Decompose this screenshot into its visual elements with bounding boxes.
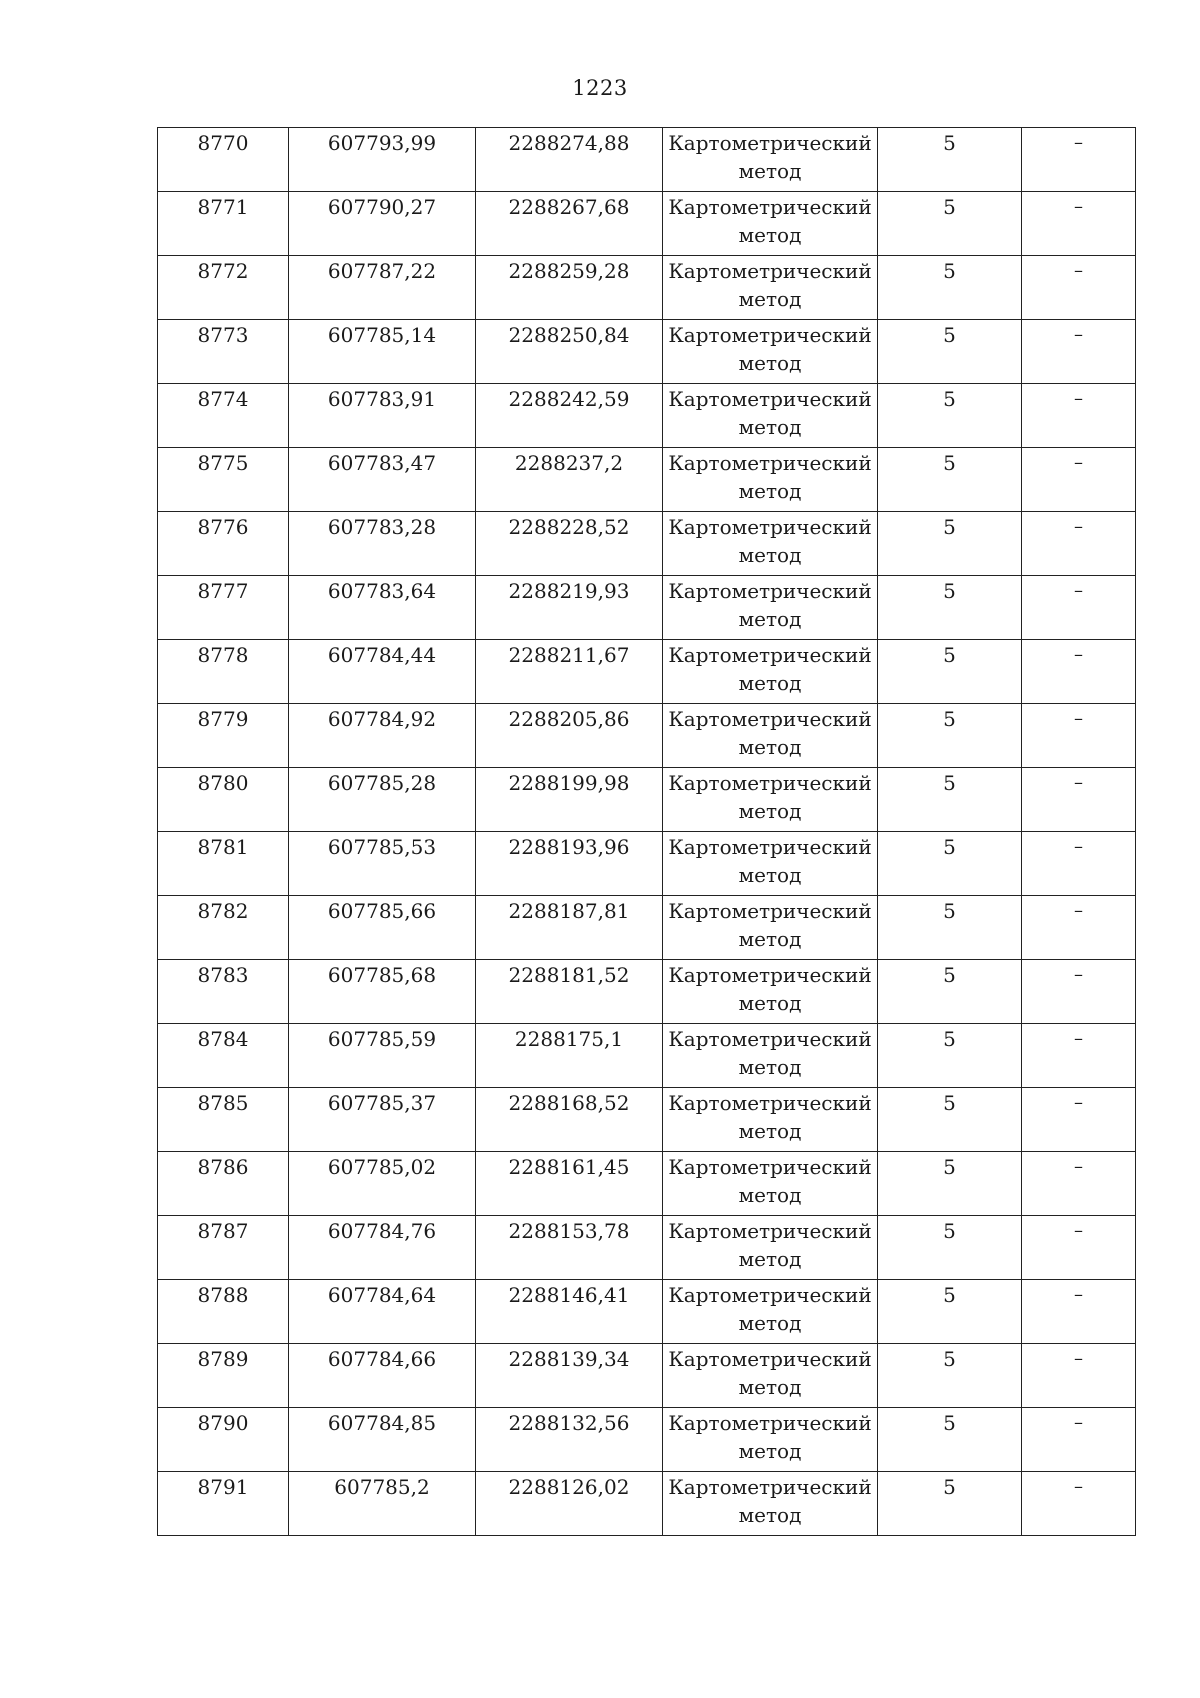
x-coordinate-cell: [289, 384, 476, 448]
point-number: 8785: [197, 1091, 249, 1115]
table-row: [158, 1088, 1136, 1152]
method-text: Картометрический метод: [668, 1155, 872, 1207]
method-cell: [663, 448, 878, 512]
method-cell: [663, 1216, 878, 1280]
y-coordinate: 2288153,78: [508, 1219, 630, 1243]
method-text: Картометрический метод: [668, 1475, 872, 1527]
y-coordinate: 2288237,2: [514, 451, 624, 475]
method-text: Картометрический метод: [668, 643, 872, 695]
y-coordinate-cell: [476, 384, 663, 448]
x-coordinate: 607783,91: [327, 387, 437, 411]
y-coordinate-cell: [476, 1280, 663, 1344]
x-coordinate: 607785,2: [334, 1475, 430, 1499]
x-coordinate: 607785,68: [327, 963, 437, 987]
accuracy-value: 5: [943, 835, 956, 859]
accuracy-cell: [878, 256, 1022, 320]
note-value: –: [1074, 516, 1083, 537]
point-number-cell: [158, 704, 289, 768]
point-number-cell: [158, 192, 289, 256]
x-coordinate: 607785,53: [327, 835, 437, 859]
y-coordinate: 2288242,59: [508, 387, 630, 411]
accuracy-cell: [878, 384, 1022, 448]
table-row: [158, 192, 1136, 256]
accuracy-value: 5: [943, 1027, 956, 1051]
method-cell: [663, 1472, 878, 1536]
method-text: Картометрический метод: [668, 579, 872, 631]
y-coordinate-cell: [476, 1408, 663, 1472]
point-number: 8771: [197, 195, 249, 219]
note-value: –: [1074, 708, 1083, 729]
x-coordinate: 607785,14: [327, 323, 437, 347]
accuracy-cell: [878, 960, 1022, 1024]
note-cell: [1022, 1344, 1136, 1408]
note-value: –: [1074, 1220, 1083, 1241]
method-text: Картометрический метод: [668, 1283, 872, 1335]
point-number: 8788: [197, 1283, 249, 1307]
point-number: 8783: [197, 963, 249, 987]
y-coordinate-cell: [476, 1152, 663, 1216]
note-value: –: [1074, 132, 1083, 153]
x-coordinate: 607787,22: [327, 259, 437, 283]
point-number-cell: [158, 320, 289, 384]
accuracy-cell: [878, 1152, 1022, 1216]
note-value: –: [1074, 836, 1083, 857]
point-number-cell: [158, 1088, 289, 1152]
y-coordinate-cell: [476, 960, 663, 1024]
method-text: Картометрический метод: [668, 899, 872, 951]
table-row: [158, 896, 1136, 960]
point-number-cell: [158, 1344, 289, 1408]
method-text: Картометрический метод: [668, 771, 872, 823]
x-coordinate: 607784,85: [327, 1411, 437, 1435]
accuracy-value: 5: [943, 1347, 956, 1371]
x-coordinate-cell: [289, 1024, 476, 1088]
accuracy-value: 5: [943, 323, 956, 347]
table-row: [158, 832, 1136, 896]
accuracy-value: 5: [943, 195, 956, 219]
accuracy-cell: [878, 1280, 1022, 1344]
y-coordinate: 2288126,02: [508, 1475, 630, 1499]
y-coordinate: 2288193,96: [508, 835, 630, 859]
y-coordinate: 2288132,56: [508, 1411, 630, 1435]
method-text: Картометрический метод: [668, 195, 872, 247]
table-row: [158, 1152, 1136, 1216]
x-coordinate-cell: [289, 128, 476, 192]
accuracy-value: 5: [943, 707, 956, 731]
y-coordinate-cell: [476, 640, 663, 704]
note-value: –: [1074, 1028, 1083, 1049]
point-number-cell: [158, 832, 289, 896]
point-number-cell: [158, 512, 289, 576]
point-number: 8781: [197, 835, 249, 859]
note-cell: [1022, 896, 1136, 960]
note-value: –: [1074, 324, 1083, 345]
accuracy-cell: [878, 512, 1022, 576]
point-number: 8789: [197, 1347, 249, 1371]
accuracy-cell: [878, 192, 1022, 256]
method-text: Картометрический метод: [668, 1219, 872, 1271]
accuracy-value: 5: [943, 1475, 956, 1499]
point-number: 8770: [197, 131, 249, 155]
x-coordinate: 607783,47: [327, 451, 437, 475]
table-row: [158, 1344, 1136, 1408]
x-coordinate-cell: [289, 768, 476, 832]
accuracy-cell: [878, 448, 1022, 512]
accuracy-cell: [878, 896, 1022, 960]
x-coordinate-cell: [289, 1088, 476, 1152]
table-row: [158, 704, 1136, 768]
table-row: [158, 128, 1136, 192]
note-cell: [1022, 1024, 1136, 1088]
accuracy-cell: [878, 1216, 1022, 1280]
accuracy-value: 5: [943, 899, 956, 923]
x-coordinate: 607784,64: [327, 1283, 437, 1307]
accuracy-cell: [878, 1472, 1022, 1536]
table-row: [158, 256, 1136, 320]
page-number: 1223: [572, 76, 628, 100]
method-text: Картометрический метод: [668, 835, 872, 887]
x-coordinate-cell: [289, 576, 476, 640]
note-cell: [1022, 832, 1136, 896]
y-coordinate-cell: [476, 1088, 663, 1152]
method-text: Картометрический метод: [668, 1411, 872, 1463]
note-value: –: [1074, 260, 1083, 281]
accuracy-cell: [878, 832, 1022, 896]
method-cell: [663, 320, 878, 384]
table-row: [158, 320, 1136, 384]
method-cell: [663, 576, 878, 640]
note-value: –: [1074, 964, 1083, 985]
table-row: [158, 768, 1136, 832]
y-coordinate: 2288228,52: [508, 515, 630, 539]
y-coordinate: 2288274,88: [508, 131, 630, 155]
table-row: [158, 640, 1136, 704]
y-coordinate: 2288175,1: [514, 1027, 624, 1051]
x-coordinate: 607785,66: [327, 899, 437, 923]
note-cell: [1022, 192, 1136, 256]
accuracy-value: 5: [943, 1155, 956, 1179]
accuracy-cell: [878, 1408, 1022, 1472]
table-row: [158, 448, 1136, 512]
note-cell: [1022, 256, 1136, 320]
accuracy-value: 5: [943, 643, 956, 667]
y-coordinate: 2288259,28: [508, 259, 630, 283]
point-number: 8778: [197, 643, 249, 667]
point-number-cell: [158, 448, 289, 512]
x-coordinate: 607784,44: [327, 643, 437, 667]
point-number-cell: [158, 896, 289, 960]
method-text: Картометрический метод: [668, 323, 872, 375]
point-number-cell: [158, 1472, 289, 1536]
y-coordinate-cell: [476, 1216, 663, 1280]
y-coordinate-cell: [476, 704, 663, 768]
note-value: –: [1074, 580, 1083, 601]
method-text: Картометрический метод: [668, 707, 872, 759]
point-number: 8774: [197, 387, 249, 411]
table-row: [158, 576, 1136, 640]
method-cell: [663, 128, 878, 192]
y-coordinate-cell: [476, 1472, 663, 1536]
note-cell: [1022, 1088, 1136, 1152]
y-coordinate: 2288219,93: [508, 579, 630, 603]
table-body: [158, 128, 1136, 1536]
x-coordinate-cell: [289, 1472, 476, 1536]
y-coordinate-cell: [476, 832, 663, 896]
accuracy-value: 5: [943, 771, 956, 795]
point-number-cell: [158, 768, 289, 832]
y-coordinate: 2288199,98: [508, 771, 630, 795]
y-coordinate: 2288146,41: [508, 1283, 630, 1307]
method-cell: [663, 768, 878, 832]
method-text: Картометрический метод: [668, 451, 872, 503]
accuracy-value: 5: [943, 259, 956, 283]
x-coordinate: 607785,28: [327, 771, 437, 795]
point-number: 8772: [197, 259, 249, 283]
y-coordinate-cell: [476, 192, 663, 256]
method-cell: [663, 896, 878, 960]
table-row: [158, 960, 1136, 1024]
point-number-cell: [158, 1024, 289, 1088]
accuracy-cell: [878, 1024, 1022, 1088]
method-cell: [663, 1280, 878, 1344]
point-number: 8782: [197, 899, 249, 923]
y-coordinate-cell: [476, 128, 663, 192]
accuracy-value: 5: [943, 451, 956, 475]
y-coordinate-cell: [476, 896, 663, 960]
accuracy-cell: [878, 128, 1022, 192]
method-text: Картометрический метод: [668, 1347, 872, 1399]
y-coordinate-cell: [476, 1024, 663, 1088]
coordinates-table: [157, 127, 1136, 1536]
x-coordinate-cell: [289, 960, 476, 1024]
y-coordinate: 2288181,52: [508, 963, 630, 987]
point-number-cell: [158, 640, 289, 704]
note-value: –: [1074, 900, 1083, 921]
method-cell: [663, 512, 878, 576]
point-number: 8780: [197, 771, 249, 795]
accuracy-value: 5: [943, 963, 956, 987]
note-cell: [1022, 704, 1136, 768]
note-value: –: [1074, 452, 1083, 473]
y-coordinate-cell: [476, 448, 663, 512]
x-coordinate-cell: [289, 1344, 476, 1408]
x-coordinate-cell: [289, 192, 476, 256]
method-text: Картометрический метод: [668, 1027, 872, 1079]
accuracy-cell: [878, 1344, 1022, 1408]
note-value: –: [1074, 1476, 1083, 1497]
note-cell: [1022, 384, 1136, 448]
note-value: –: [1074, 1156, 1083, 1177]
y-coordinate: 2288187,81: [508, 899, 630, 923]
method-cell: [663, 1408, 878, 1472]
accuracy-cell: [878, 320, 1022, 384]
x-coordinate-cell: [289, 512, 476, 576]
note-value: –: [1074, 1284, 1083, 1305]
accuracy-value: 5: [943, 1091, 956, 1115]
point-number-cell: [158, 384, 289, 448]
accuracy-value: 5: [943, 387, 956, 411]
point-number: 8786: [197, 1155, 249, 1179]
method-cell: [663, 640, 878, 704]
note-cell: [1022, 576, 1136, 640]
x-coordinate: 607785,02: [327, 1155, 437, 1179]
y-coordinate: 2288139,34: [508, 1347, 630, 1371]
y-coordinate-cell: [476, 768, 663, 832]
accuracy-cell: [878, 640, 1022, 704]
note-cell: [1022, 128, 1136, 192]
table-row: [158, 1024, 1136, 1088]
accuracy-value: 5: [943, 1219, 956, 1243]
y-coordinate-cell: [476, 512, 663, 576]
note-cell: [1022, 1472, 1136, 1536]
point-number-cell: [158, 1408, 289, 1472]
note-cell: [1022, 512, 1136, 576]
y-coordinate: 2288161,45: [508, 1155, 630, 1179]
point-number: 8787: [197, 1219, 249, 1243]
note-cell: [1022, 640, 1136, 704]
method-cell: [663, 1152, 878, 1216]
y-coordinate: 2288267,68: [508, 195, 630, 219]
method-text: Картометрический метод: [668, 259, 872, 311]
x-coordinate-cell: [289, 640, 476, 704]
note-value: –: [1074, 644, 1083, 665]
point-number: 8775: [197, 451, 249, 475]
y-coordinate: 2288205,86: [508, 707, 630, 731]
point-number: 8773: [197, 323, 249, 347]
note-cell: [1022, 960, 1136, 1024]
point-number-cell: [158, 1152, 289, 1216]
note-cell: [1022, 1152, 1136, 1216]
point-number: 8784: [197, 1027, 249, 1051]
table-row: [158, 384, 1136, 448]
method-cell: [663, 192, 878, 256]
note-value: –: [1074, 1412, 1083, 1433]
x-coordinate: 607784,92: [327, 707, 437, 731]
point-number-cell: [158, 576, 289, 640]
method-cell: [663, 384, 878, 448]
point-number: 8779: [197, 707, 249, 731]
x-coordinate: 607793,99: [327, 131, 437, 155]
x-coordinate-cell: [289, 704, 476, 768]
table-row: [158, 1472, 1136, 1536]
method-cell: [663, 256, 878, 320]
accuracy-cell: [878, 704, 1022, 768]
accuracy-value: 5: [943, 579, 956, 603]
note-value: –: [1074, 196, 1083, 217]
method-text: Картометрический метод: [668, 131, 872, 183]
note-cell: [1022, 448, 1136, 512]
x-coordinate: 607784,76: [327, 1219, 437, 1243]
note-cell: [1022, 768, 1136, 832]
note-cell: [1022, 1216, 1136, 1280]
table-row: [158, 1280, 1136, 1344]
y-coordinate-cell: [476, 320, 663, 384]
note-cell: [1022, 1280, 1136, 1344]
accuracy-value: 5: [943, 515, 956, 539]
note-value: –: [1074, 1348, 1083, 1369]
x-coordinate-cell: [289, 896, 476, 960]
table-row: [158, 1408, 1136, 1472]
accuracy-value: 5: [943, 1283, 956, 1307]
note-cell: [1022, 320, 1136, 384]
point-number: 8790: [197, 1411, 249, 1435]
method-text: Картометрический метод: [668, 963, 872, 1015]
y-coordinate: 2288168,52: [508, 1091, 630, 1115]
x-coordinate-cell: [289, 1152, 476, 1216]
accuracy-cell: [878, 1088, 1022, 1152]
point-number-cell: [158, 960, 289, 1024]
table-row: [158, 1216, 1136, 1280]
accuracy-value: 5: [943, 131, 956, 155]
point-number-cell: [158, 1216, 289, 1280]
table-row: [158, 512, 1136, 576]
y-coordinate-cell: [476, 256, 663, 320]
point-number-cell: [158, 128, 289, 192]
method-text: Картометрический метод: [668, 1091, 872, 1143]
method-cell: [663, 1088, 878, 1152]
method-text: Картометрический метод: [668, 515, 872, 567]
point-number-cell: [158, 256, 289, 320]
note-value: –: [1074, 1092, 1083, 1113]
x-coordinate: 607784,66: [327, 1347, 437, 1371]
method-cell: [663, 1344, 878, 1408]
point-number-cell: [158, 1280, 289, 1344]
method-cell: [663, 832, 878, 896]
x-coordinate-cell: [289, 320, 476, 384]
y-coordinate: 2288250,84: [508, 323, 630, 347]
x-coordinate: 607785,59: [327, 1027, 437, 1051]
x-coordinate-cell: [289, 1408, 476, 1472]
note-cell: [1022, 1408, 1136, 1472]
method-cell: [663, 704, 878, 768]
x-coordinate-cell: [289, 1216, 476, 1280]
y-coordinate: 2288211,67: [508, 643, 630, 667]
method-cell: [663, 960, 878, 1024]
method-text: Картометрический метод: [668, 387, 872, 439]
x-coordinate: 607783,64: [327, 579, 437, 603]
point-number: 8791: [197, 1475, 249, 1499]
x-coordinate: 607785,37: [327, 1091, 437, 1115]
note-value: –: [1074, 772, 1083, 793]
x-coordinate: 607790,27: [327, 195, 437, 219]
x-coordinate-cell: [289, 1280, 476, 1344]
accuracy-value: 5: [943, 1411, 956, 1435]
note-value: –: [1074, 388, 1083, 409]
point-number: 8777: [197, 579, 249, 603]
x-coordinate: 607783,28: [327, 515, 437, 539]
x-coordinate-cell: [289, 256, 476, 320]
x-coordinate-cell: [289, 448, 476, 512]
x-coordinate-cell: [289, 832, 476, 896]
accuracy-cell: [878, 768, 1022, 832]
accuracy-cell: [878, 576, 1022, 640]
method-cell: [663, 1024, 878, 1088]
y-coordinate-cell: [476, 576, 663, 640]
y-coordinate-cell: [476, 1344, 663, 1408]
point-number: 8776: [197, 515, 249, 539]
